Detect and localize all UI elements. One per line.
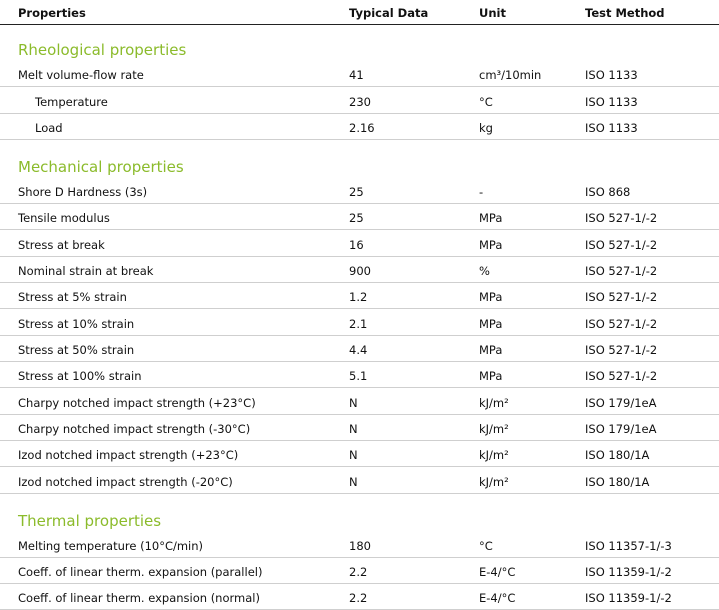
cell-typical-value: 900 — [349, 264, 371, 278]
cell-unit: E-4/°C — [479, 591, 516, 605]
cell-typical-value: 41 — [349, 68, 364, 82]
table-row — [0, 389, 719, 415]
table-row — [0, 362, 719, 388]
row-divider — [0, 139, 719, 140]
cell-property: Nominal strain at break — [18, 264, 154, 278]
table-row — [0, 114, 719, 140]
cell-unit: MPa — [479, 238, 503, 252]
cell-typical-value: 180 — [349, 539, 371, 553]
cell-typical-value: 2.16 — [349, 121, 375, 135]
table-row — [0, 558, 719, 584]
cell-unit: °C — [479, 95, 493, 109]
cell-typical-value: 25 — [349, 211, 364, 225]
table-row — [0, 441, 719, 467]
cell-typical-value: 230 — [349, 95, 371, 109]
cell-typical-value: N — [349, 422, 358, 436]
table-row — [0, 415, 719, 441]
cell-property: Coeff. of linear therm. expansion (parallel) — [18, 565, 263, 579]
row-divider — [0, 387, 719, 388]
cell-test-method: ISO 1133 — [585, 95, 638, 109]
table-row — [0, 468, 719, 494]
cell-property: Temperature — [35, 95, 108, 109]
cell-unit: E-4/°C — [479, 565, 516, 579]
cell-unit: MPa — [479, 369, 503, 383]
row-divider — [0, 229, 719, 230]
header-test-method: Test Method — [585, 6, 665, 20]
cell-typical-value: 16 — [349, 238, 364, 252]
cell-test-method: ISO 1133 — [585, 121, 638, 135]
cell-property: Tensile modulus — [18, 211, 110, 225]
cell-typical-value: 2.2 — [349, 565, 368, 579]
cell-property: Stress at 50% strain — [18, 343, 135, 357]
cell-unit: kJ/m² — [479, 475, 509, 489]
cell-property: Coeff. of linear therm. expansion (normal) — [18, 591, 260, 605]
cell-property: Izod notched impact strength (+23°C) — [18, 448, 239, 462]
table-row — [0, 61, 719, 87]
cell-property: Melting temperature (10°C/min) — [18, 539, 204, 553]
cell-typical-value: N — [349, 475, 358, 489]
cell-unit: - — [479, 185, 484, 199]
table-row — [0, 88, 719, 114]
cell-test-method: ISO 179/1eA — [585, 422, 657, 436]
cell-test-method: ISO 527-1/-2 — [585, 343, 658, 357]
cell-test-method: ISO 527-1/-2 — [585, 238, 658, 252]
cell-unit: cm³/10min — [479, 68, 542, 82]
cell-test-method: ISO 1133 — [585, 68, 638, 82]
row-divider — [0, 86, 719, 87]
cell-test-method: ISO 180/1A — [585, 448, 650, 462]
cell-test-method: ISO 527-1/-2 — [585, 290, 658, 304]
table-row — [0, 204, 719, 230]
cell-property: Stress at 100% strain — [18, 369, 142, 383]
cell-typical-value: 2.2 — [349, 591, 368, 605]
section-title: Mechanical properties — [18, 158, 184, 176]
table-row — [0, 178, 719, 204]
cell-test-method: ISO 527-1/-2 — [585, 211, 658, 225]
cell-unit: MPa — [479, 290, 503, 304]
cell-typical-value: 1.2 — [349, 290, 368, 304]
table-row — [0, 231, 719, 257]
cell-unit: MPa — [479, 211, 503, 225]
cell-property: Izod notched impact strength (-20°C) — [18, 475, 233, 489]
cell-property: Shore D Hardness (3s) — [18, 185, 148, 199]
cell-typical-value: 2.1 — [349, 317, 368, 331]
cell-test-method: ISO 868 — [585, 185, 631, 199]
cell-unit: kJ/m² — [479, 448, 509, 462]
table-row — [0, 257, 719, 283]
cell-test-method: ISO 11357-1/-3 — [585, 539, 672, 553]
table-row — [0, 336, 719, 362]
cell-property: Load — [35, 121, 63, 135]
cell-property: Stress at 10% strain — [18, 317, 135, 331]
cell-test-method: ISO 527-1/-2 — [585, 264, 658, 278]
cell-test-method: ISO 11359-1/-2 — [585, 565, 672, 579]
cell-typical-value: 4.4 — [349, 343, 368, 357]
cell-typical-value: N — [349, 448, 358, 462]
header-typical-data: Typical Data — [349, 6, 429, 20]
cell-unit: kJ/m² — [479, 422, 509, 436]
table-row — [0, 532, 719, 558]
cell-unit: MPa — [479, 343, 503, 357]
cell-unit: kJ/m² — [479, 396, 509, 410]
table-row — [0, 283, 719, 309]
cell-test-method: ISO 527-1/-2 — [585, 317, 658, 331]
section-title: Rheological properties — [18, 41, 187, 59]
cell-test-method: ISO 11359-1/-2 — [585, 591, 672, 605]
table-row — [0, 310, 719, 336]
cell-unit: kg — [479, 121, 493, 135]
cell-property: Stress at break — [18, 238, 105, 252]
header-properties: Properties — [18, 6, 86, 20]
row-divider — [0, 308, 719, 309]
cell-property: Charpy notched impact strength (+23°C) — [18, 396, 256, 410]
table-row — [0, 584, 719, 610]
header-divider — [0, 24, 719, 25]
table-header — [0, 0, 719, 24]
cell-test-method: ISO 179/1eA — [585, 396, 657, 410]
cell-typical-value: 25 — [349, 185, 364, 199]
cell-property: Stress at 5% strain — [18, 290, 127, 304]
cell-unit: % — [479, 264, 490, 278]
cell-test-method: ISO 180/1A — [585, 475, 650, 489]
cell-test-method: ISO 527-1/-2 — [585, 369, 658, 383]
cell-typical-value: 5.1 — [349, 369, 368, 383]
cell-property: Melt volume-flow rate — [18, 68, 144, 82]
cell-typical-value: N — [349, 396, 358, 410]
cell-unit: °C — [479, 539, 493, 553]
row-divider — [0, 466, 719, 467]
header-unit: Unit — [479, 6, 506, 20]
section-title: Thermal properties — [18, 512, 162, 530]
cell-property: Charpy notched impact strength (-30°C) — [18, 422, 251, 436]
cell-unit: MPa — [479, 317, 503, 331]
row-divider — [0, 493, 719, 494]
